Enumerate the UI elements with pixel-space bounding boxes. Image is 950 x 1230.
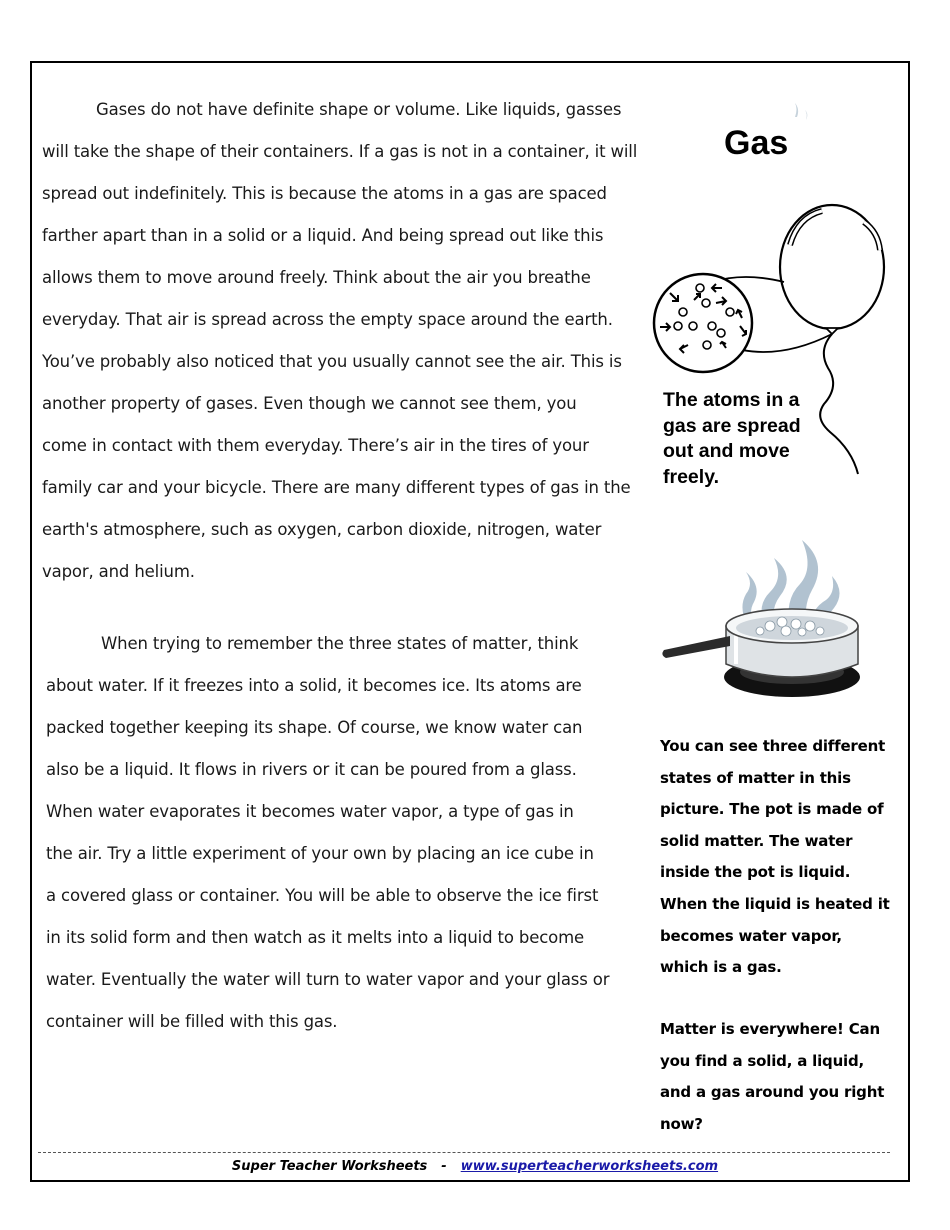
text-line: in its solid form and then watch as it melts into a liquid to become — [46, 928, 584, 947]
pot-caption-line: states of matter in this — [660, 769, 851, 787]
text-line: farther apart than in a solid or a liquid. And being spread out like this — [42, 226, 604, 245]
text-line: will take the shape of their containers. If a gas is not in a container, it will — [42, 142, 638, 161]
text-line: vapor, and helium. — [42, 562, 195, 581]
footer-brand: Super Teacher Worksheets — [231, 1159, 428, 1174]
text-line: come in contact with them everyday. There’s air in the tires of your — [42, 436, 589, 455]
matter-caption-line: Matter is everywhere! Can — [660, 1020, 880, 1038]
caption-line: freely. — [663, 465, 720, 488]
caption-line: The atoms in a — [663, 389, 800, 411]
text-line: spread out indefinitely. This is because the atoms in a gas are spaced — [42, 184, 607, 203]
text-line: about water. If it freezes into a solid, it becomes ice. Its atoms are — [46, 676, 582, 695]
matter-caption-line: and a gas around you right — [660, 1083, 885, 1101]
text-line: packed together keeping its shape. Of course, we know water can — [46, 718, 583, 737]
pot-caption-line: which is a gas. — [660, 958, 782, 976]
footer-separator: - — [441, 1159, 447, 1174]
text-line: Gases do not have definite shape or volume. Like liquids, gasses — [96, 100, 622, 119]
text-line: the air. Try a little experiment of your own by placing an ice cube in — [46, 844, 594, 863]
balloon-caption — [663, 388, 801, 490]
caption-line: out and move — [663, 440, 790, 462]
text-line: You’ve probably also noticed that you usually cannot see the air. This is — [42, 352, 622, 371]
text-line: also be a liquid. It flows in rivers or it can be poured from a glass. — [46, 760, 577, 779]
gas-heading: Gas — [724, 124, 789, 162]
footer-link[interactable]: www.superteacherworksheets.com — [460, 1159, 719, 1174]
text-line: earth's atmosphere, such as oxygen, carbon dioxide, nitrogen, water — [42, 520, 602, 539]
text-line: allows them to move around freely. Think about the air you breathe — [42, 268, 591, 287]
text-line: container will be filled with this gas. — [46, 1012, 338, 1031]
text-line: a covered glass or container. You will be able to observe the ice first — [46, 886, 599, 905]
pot-caption-line: becomes water vapor, — [660, 927, 842, 945]
text-line: When water evaporates it becomes water vapor, a type of gas in — [46, 802, 574, 821]
steaming-pot-icon — [660, 515, 870, 705]
matter-caption-line: you find a solid, a liquid, — [660, 1052, 865, 1070]
pot-caption-line: When the liquid is heated it — [660, 895, 890, 913]
footer — [0, 1159, 950, 1174]
pot-caption-line: solid matter. The water — [660, 832, 853, 850]
text-line: When trying to remember the three states of matter, think — [101, 634, 579, 653]
matter-caption-line: now? — [660, 1115, 703, 1133]
text-line: another property of gases. Even though we cannot see them, you — [42, 394, 577, 413]
pot-caption-line: inside the pot is liquid. — [660, 863, 851, 881]
pot-caption-line: You can see three different — [660, 737, 886, 755]
pot-caption-line: picture. The pot is made of — [660, 800, 884, 818]
text-line: family car and your bicycle. There are many different types of gas in the — [42, 478, 631, 497]
text-line: water. Eventually the water will turn to water vapor and your glass or — [46, 970, 610, 989]
footer-divider — [38, 1152, 890, 1153]
caption-line: gas are spread — [663, 414, 801, 437]
text-line: everyday. That air is spread across the empty space around the earth. — [42, 310, 613, 329]
gas-atoms-icon — [650, 270, 760, 380]
